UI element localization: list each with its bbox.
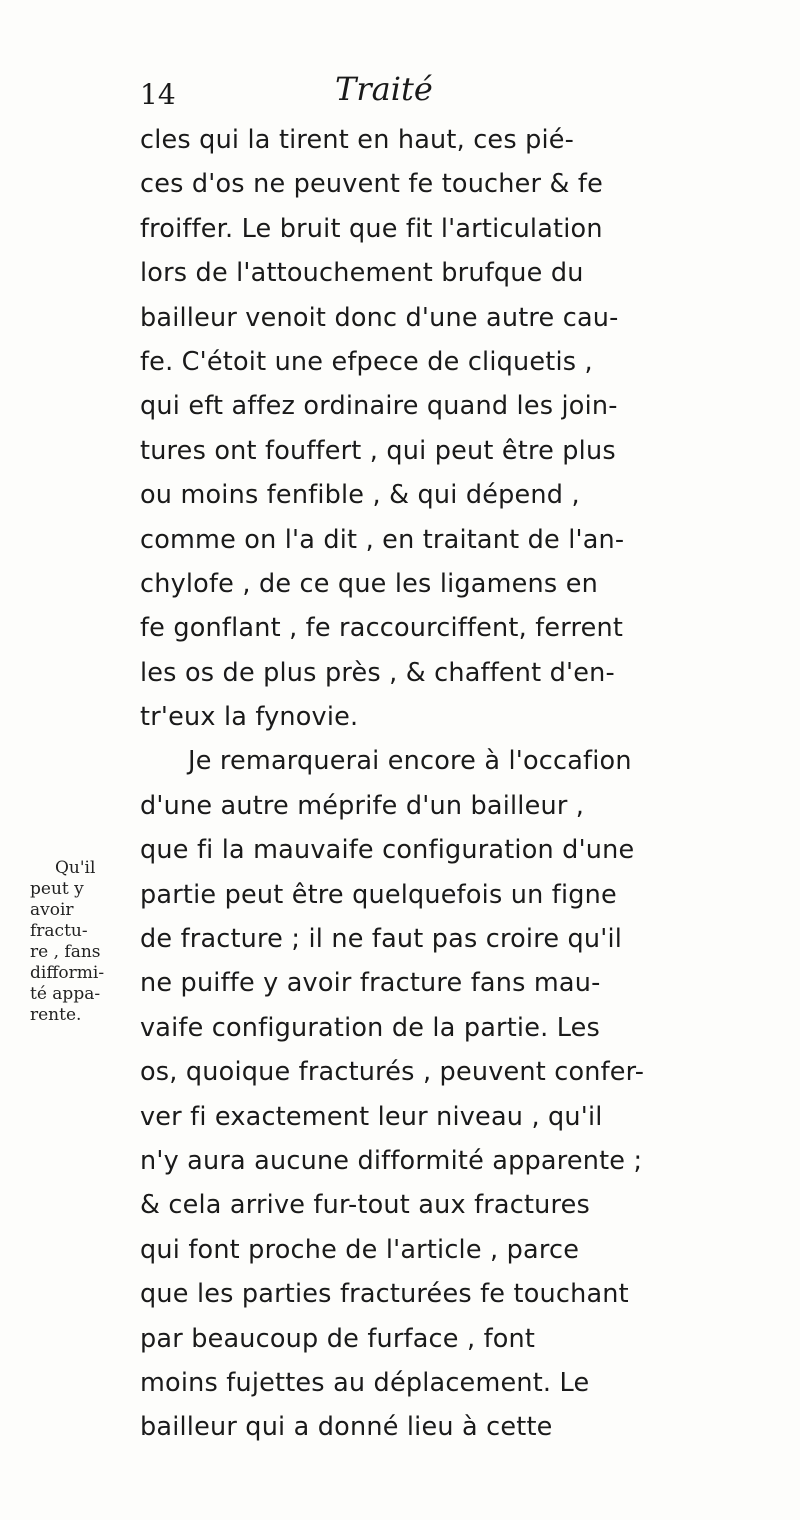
margin-note-line: re , fans (30, 942, 101, 962)
text-line: bailleur qui a donné lieu à cette (140, 1412, 553, 1443)
running-title: Traité (335, 70, 433, 108)
text-line: que les parties fracturées fe touchant (140, 1279, 629, 1310)
text-line: chylofe , de ce que les ligamens en (140, 568, 598, 599)
text-line: tures ont fouffert , qui peut être plus (140, 435, 616, 466)
text-line: moins fujettes au déplacement. Le (140, 1367, 590, 1398)
text-line: ces d'os ne peuvent fe toucher & fe (140, 169, 603, 200)
text-line: par beaucoup de furface , font (140, 1323, 536, 1354)
margin-note-line: fractu- (30, 921, 88, 941)
text-line: tr'eux la fynovie. (140, 702, 359, 733)
text-line: partie peut être quelquefois un figne (140, 879, 617, 910)
text-line: n'y aura aucune difformité apparente ; (140, 1145, 643, 1176)
text-line: froiffer. Le bruit que fit l'articulation (140, 213, 603, 244)
text-line: ne puiffe y avoir fracture fans mau- (140, 968, 601, 999)
text-line: os, quoique fracturés , peuvent confer- (140, 1057, 645, 1088)
margin-note-line: rente. (30, 1005, 82, 1025)
margin-note-line: peut y (30, 879, 84, 899)
margin-note-line: difformi- (30, 963, 105, 983)
margin-note (30, 858, 140, 1026)
text-line: fe gonflant , fe raccourciffent, ferrent (140, 613, 624, 644)
text-line: qui eft affez ordinaire quand les join- (140, 391, 618, 422)
text-line: de fracture ; il ne faut pas croire qu'il (140, 924, 623, 955)
text-line: ver fi exactement leur niveau , qu'il (140, 1101, 603, 1132)
margin-note-line: Qu'il (55, 858, 96, 878)
page-number: 14 (140, 78, 176, 111)
text-line: que fi la mauvaife configuration d'une (140, 835, 635, 866)
text-line: fe. C'étoit une efpece de cliquetis , (140, 346, 593, 377)
text-line: & cela arrive fur-tout aux fractures (140, 1190, 591, 1221)
body-text (140, 118, 750, 1450)
text-line: bailleur venoit donc d'une autre cau- (140, 302, 619, 333)
margin-note-line: té appa- (30, 984, 101, 1004)
text-line: lors de l'attouchement brufque du (140, 258, 584, 289)
margin-note-line: avoir (30, 900, 74, 920)
text-line: les os de plus près , & chaffent d'en- (140, 657, 615, 688)
text-line: comme on l'a dit , en traitant de l'an- (140, 524, 625, 555)
text-line: ou moins fenfible , & qui dépend , (140, 480, 580, 511)
text-line: d'une autre méprife d'un bailleur , (140, 790, 585, 821)
text-line: Je remarquerai encore à l'occafion (188, 746, 632, 777)
text-line: cles qui la tirent en haut, ces pié- (140, 125, 575, 155)
text-line: qui font proche de l'article , parce (140, 1234, 580, 1265)
text-line: vaife configuration de la partie. Les (140, 1012, 601, 1043)
page-header (140, 70, 740, 120)
